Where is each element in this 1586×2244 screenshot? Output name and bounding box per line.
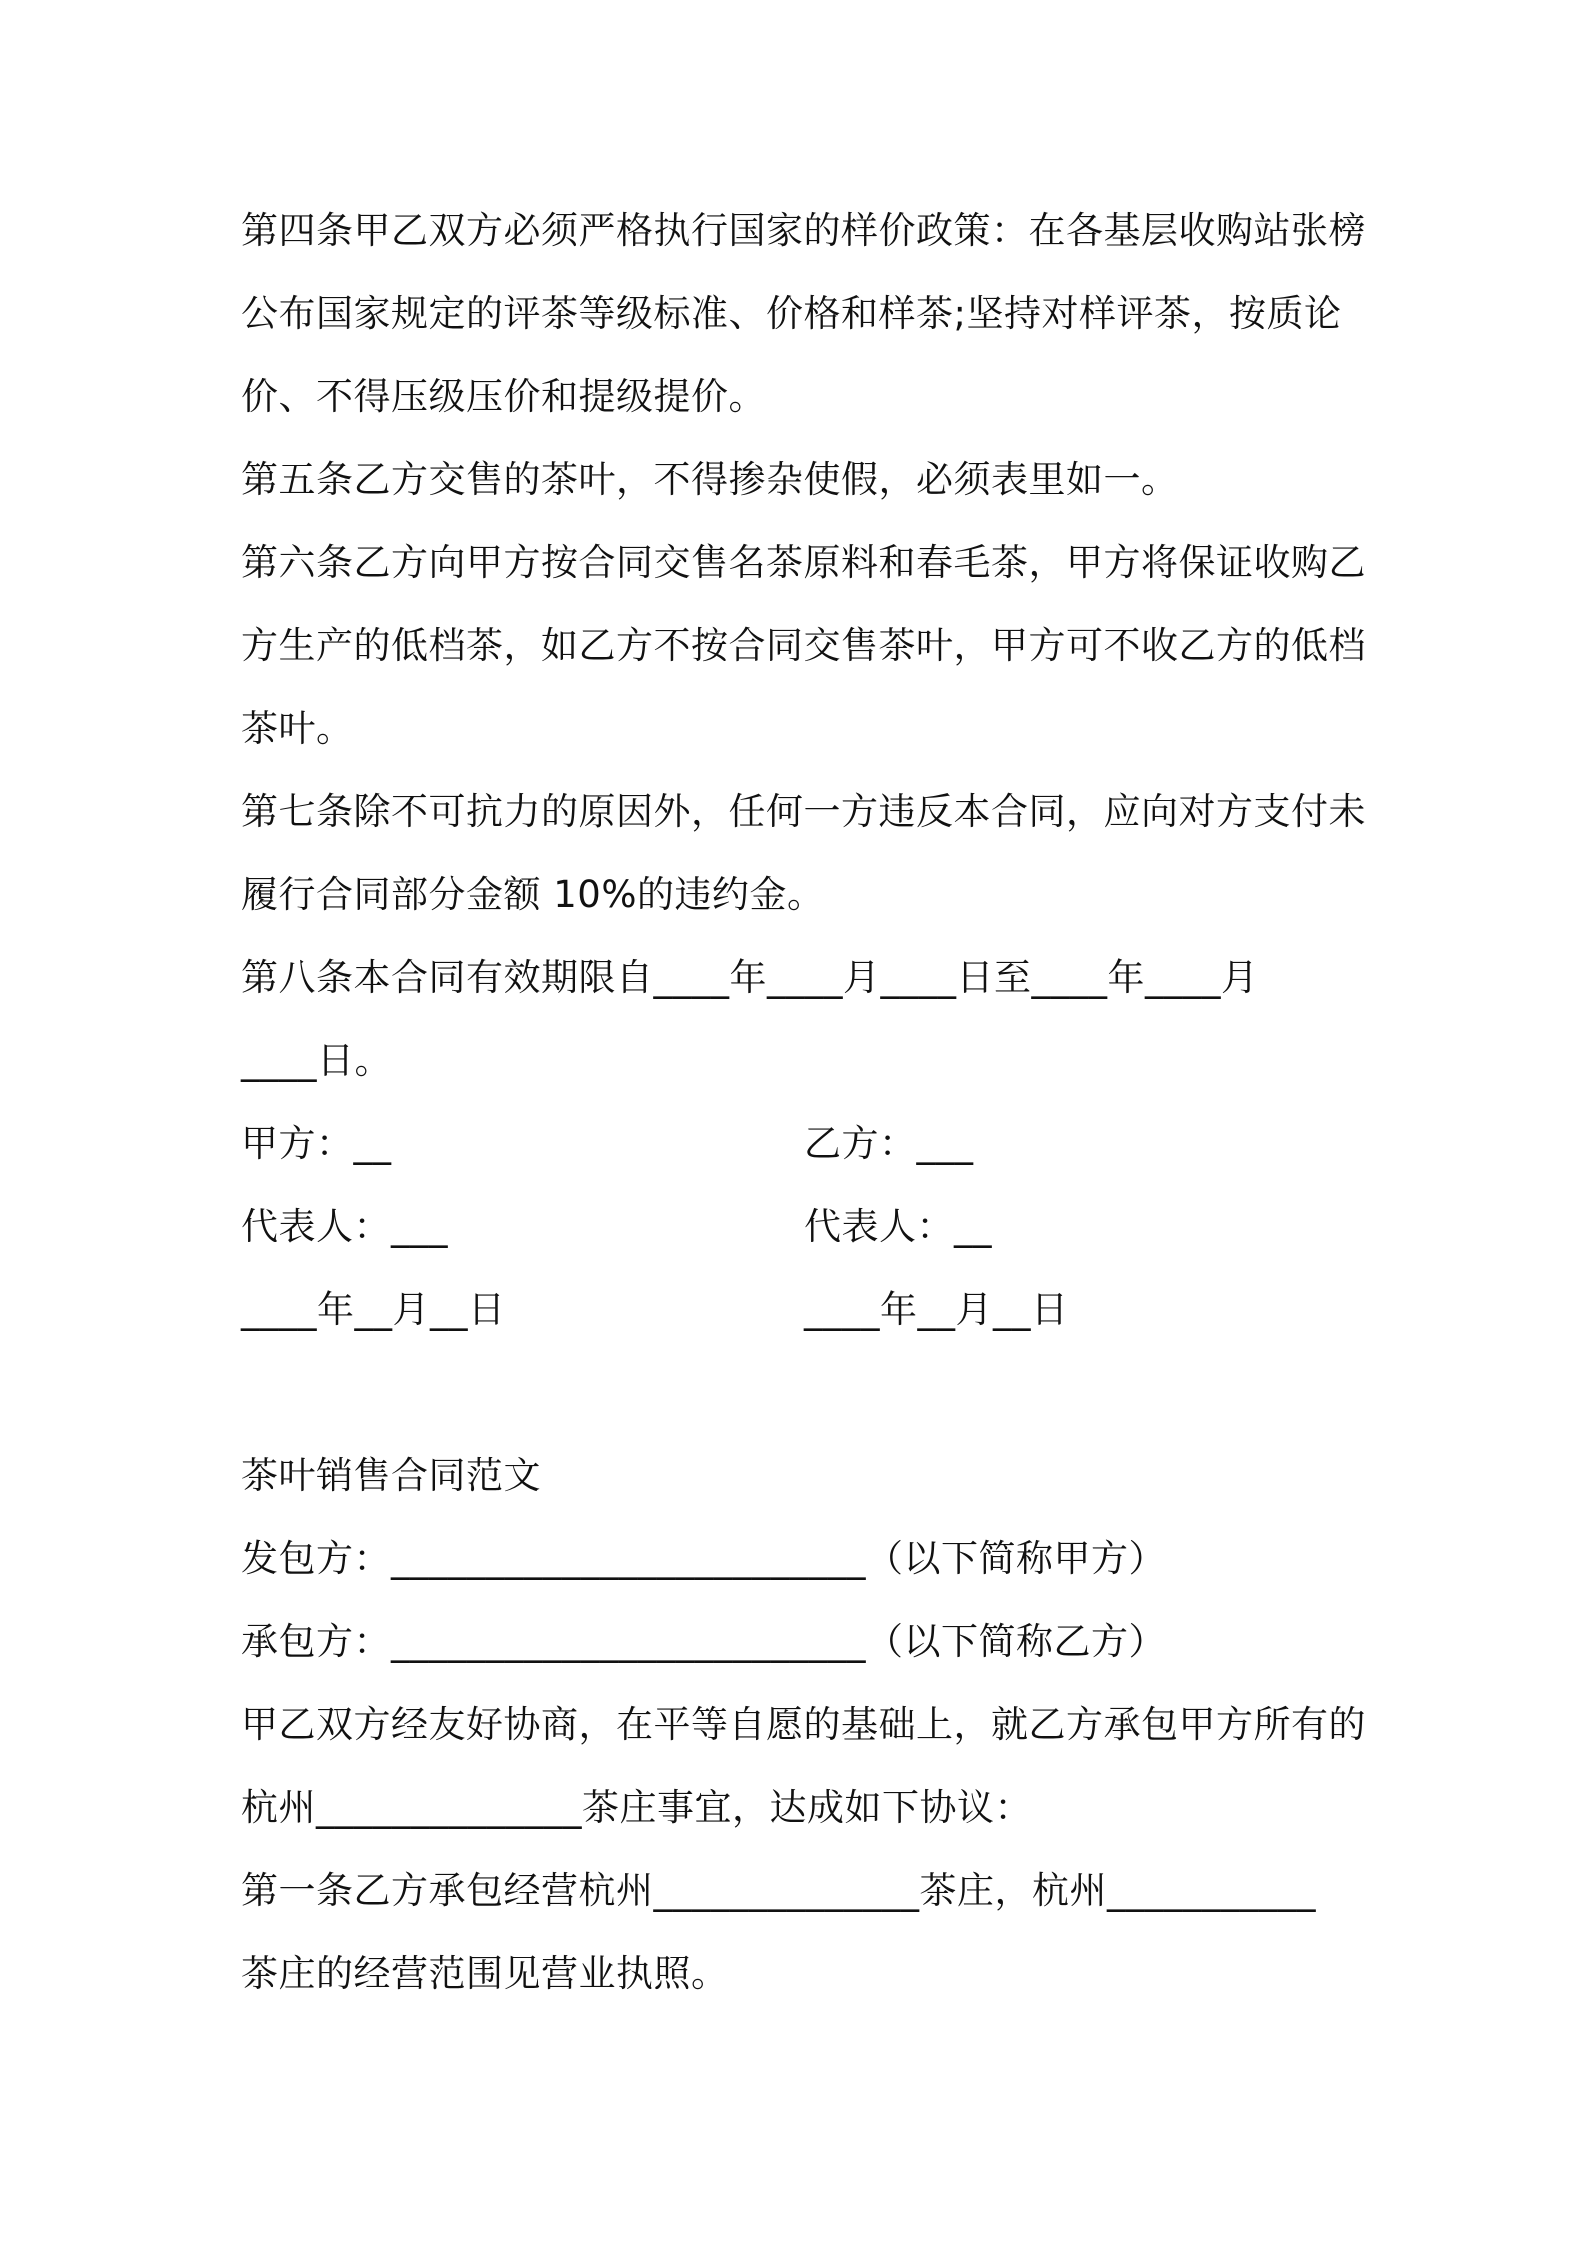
party-a-field: 甲方：__ xyxy=(241,1122,392,1165)
date-b-field: ____年__月__日 xyxy=(804,1288,1069,1331)
article-4-line-1: 第四条甲乙双方必须严格执行国家的样价政策：在各基层收购站张榜 xyxy=(241,209,1366,252)
date-a-field: ____年__月__日 xyxy=(241,1288,506,1331)
party-b-field: 乙方：___ xyxy=(804,1122,974,1165)
preamble-line-2: 杭州______________茶庄事宜，达成如下协议： xyxy=(241,1786,1032,1829)
article-7-line-2: 履行合同部分金额 10%的违约金。 xyxy=(241,873,825,916)
contractee-line: 承包方：_________________________（以下简称乙方） xyxy=(241,1620,1166,1663)
article-6-line-3: 茶叶。 xyxy=(241,707,354,750)
preamble-line-1: 甲乙双方经友好协商，在平等自愿的基础上，就乙方承包甲方所有的 xyxy=(241,1703,1366,1746)
representative-a-field: 代表人：___ xyxy=(241,1205,448,1248)
article-1-line-1: 第一条乙方承包经营杭州______________茶庄，杭州___________ xyxy=(241,1869,1316,1912)
representative-b-field: 代表人：__ xyxy=(804,1205,992,1248)
article-6-line-2: 方生产的低档茶，如乙方不按合同交售茶叶，甲方可不收乙方的低档 xyxy=(241,624,1366,667)
article-4-line-3: 价、不得压级压价和提级提价。 xyxy=(241,375,766,418)
article-1-line-2: 茶庄的经营范围见营业执照。 xyxy=(241,1952,729,1995)
article-6-line-1: 第六条乙方向甲方按合同交售名茶原料和春毛茶，甲方将保证收购乙 xyxy=(241,541,1366,584)
article-8-line-2: ____日。 xyxy=(241,1039,392,1082)
article-4-line-2: 公布国家规定的评茶等级标准、价格和样茶;坚持对样评茶，按质论 xyxy=(241,292,1342,335)
article-8-line-1: 第八条本合同有效期限自____年____月____日至____年____月 xyxy=(241,956,1259,999)
article-5: 第五条乙方交售的茶叶，不得掺杂使假，必须表里如一。 xyxy=(241,458,1179,501)
section-2-title: 茶叶销售合同范文 xyxy=(241,1454,541,1497)
article-7-line-1: 第七条除不可抗力的原因外，任何一方违反本合同，应向对方支付未 xyxy=(241,790,1366,833)
contractor-line: 发包方：_________________________（以下简称甲方） xyxy=(241,1537,1166,1580)
